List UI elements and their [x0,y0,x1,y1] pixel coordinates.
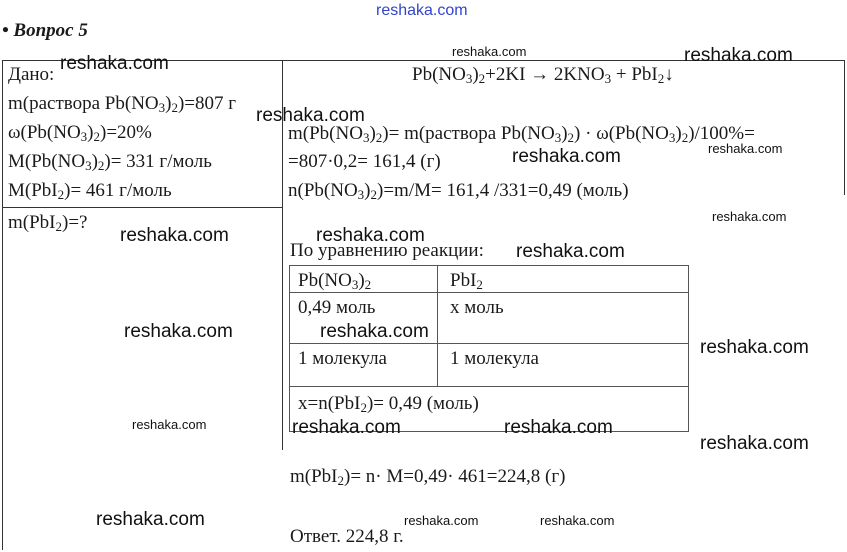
watermark-text: reshaka.com [96,509,205,530]
reaction-ratio-heading: По уравнению реакции: [290,240,484,261]
watermark-text: reshaka.com [708,141,783,156]
table-row-divider [289,343,689,344]
question-title: • Вопрос 5 [2,20,88,41]
given-molar-mass-lead-nitrate: $M(Pb(NO_3)_2)= 331$ г/моль [8,151,212,173]
table-result-row: x=n(PbI$_2$)= 0,49 (моль) [298,393,479,415]
table-result-divider [289,386,689,387]
watermark-text: reshaka.com [516,241,625,262]
frame-right-border [844,60,845,195]
watermark-text: reshaka.com [292,417,401,438]
table-top-border [289,265,689,266]
answer-text: Ответ. 224,8 г. [290,526,404,547]
reaction-equation: $Pb(NO_3)_2+2KI \to 2KNO_3$ + PbI$_2$↓ [412,64,674,86]
watermark-text: reshaka.com [60,53,169,74]
watermark-text: reshaka.com [512,146,621,167]
table-header-lead-nitrate: $Pb(NO_3)_2$ [298,270,372,292]
table-cell-moles-given: 0,49 моль [298,297,376,318]
table-left-border [289,265,290,431]
table-header-lead-iodide: PbI$_2$ [450,270,483,292]
solute-mass-value: =807·0,2= 161,4 (г) [288,151,441,172]
watermark-text: reshaka.com [124,321,233,342]
watermark-text: reshaka.com [540,513,615,528]
table-column-divider [437,265,438,386]
final-mass-calculation: m(PbI$_2$)= n· M=0,49· 461=224,8 (г) [290,466,566,488]
watermark-text: reshaka.com [700,433,809,454]
given-find-divider [2,207,282,208]
watermark-text: reshaka.com [320,321,429,342]
frame-left-border [2,60,3,550]
moles-calculation: $n(Pb(NO_3)_2)=m/M= 161,4$ /331=0,49 (моль) [288,180,629,202]
given-molar-mass-lead-iodide: M(PbI$_2$)= 461 г/моль [8,180,172,202]
watermark-text: reshaka.com [132,417,207,432]
given-solution-mass: m(раствора $Pb(NO_3)_2)=807$ г [8,93,237,115]
watermark-text: reshaka.com [452,44,527,59]
table-header-divider [289,292,689,293]
watermark-text: reshaka.com [256,105,365,126]
table-cell-moles-unknown: х моль [450,297,504,318]
watermark-text: reshaka.com [712,209,787,224]
watermark-text: reshaka.com [504,417,613,438]
watermark-text: reshaka.com [684,45,793,66]
watermark-text: reshaka.com [404,513,479,528]
table-cell-coefficient-right: 1 молекула [450,348,539,369]
table-cell-coefficient-left: 1 молекула [298,348,387,369]
given-heading: Дано: [8,64,55,85]
site-header-watermark: reshaka.com [376,2,468,19]
table-right-border [688,265,689,431]
given-mass-fraction: $\omega(Pb(NO_3)_2)=20\%$ [8,122,152,144]
watermark-text: reshaka.com [316,225,425,246]
solute-mass-formula: $m(Pb(NO_3)_2)=$ m(раствора $Pb(NO_3)_2) \cdot \omega(Pb(NO_3)_2)/100\%=$ [288,123,755,145]
watermark-text: reshaka.com [120,225,229,246]
find-lead-iodide-mass: m(PbI$_2$)=? [8,212,88,234]
watermark-text: reshaka.com [700,337,809,358]
